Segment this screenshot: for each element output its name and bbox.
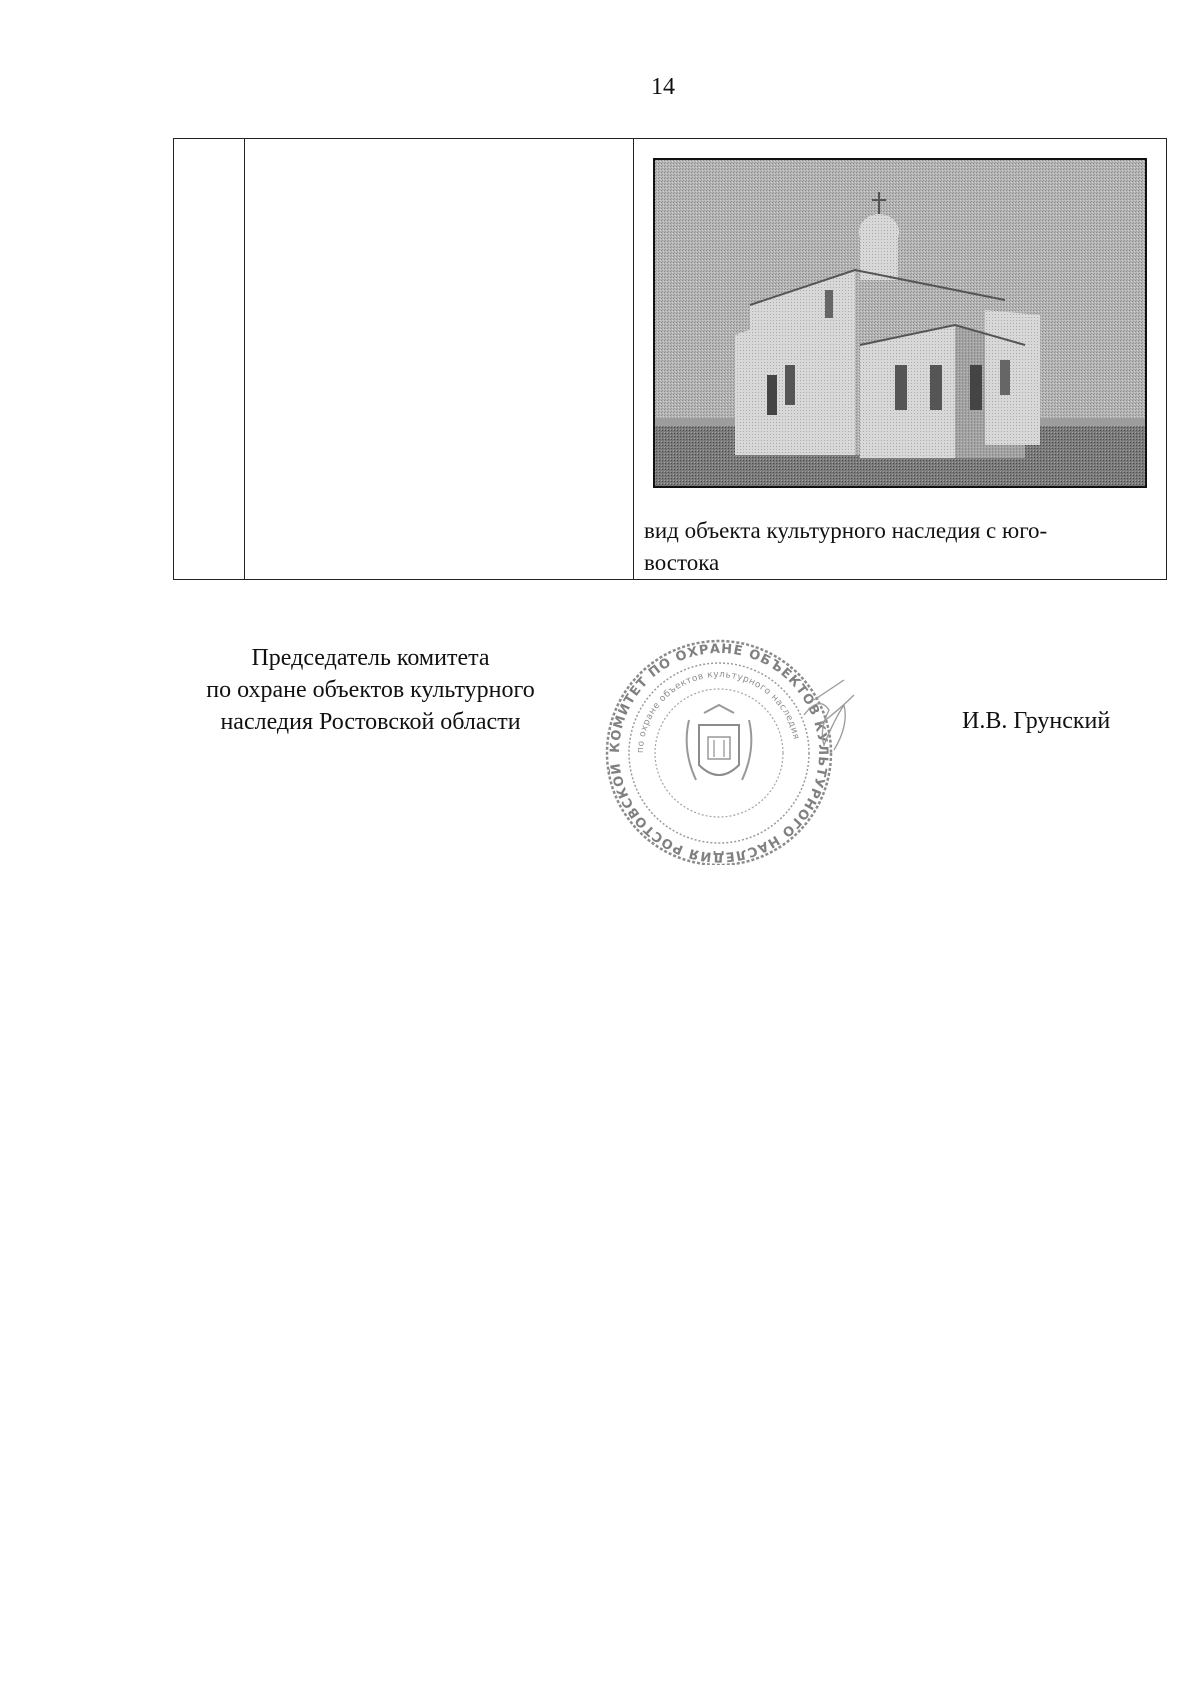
signatory-title-line-1: Председатель комитета — [251, 645, 490, 671]
document-table — [173, 138, 1167, 580]
church-photo-image — [655, 160, 1145, 486]
page-number: 14 — [651, 74, 675, 100]
svg-text:по охране объектов культурного — [636, 670, 801, 753]
table-cell-description — [245, 139, 634, 580]
signatory-title-line-3: наследия Ростовской области — [220, 709, 521, 735]
photo-caption — [644, 515, 1154, 579]
table-cell-photo — [634, 139, 1167, 580]
signatory-name: И.В. Грунский — [962, 708, 1111, 734]
caption-line-1: вид объекта культурного наследия с юго- — [644, 518, 1048, 543]
table-cell-number — [174, 139, 245, 580]
caption-line-2: востока — [644, 550, 720, 575]
coat-of-arms-icon — [687, 705, 752, 780]
table-row — [174, 139, 1167, 580]
seal-outer-text: КОМИТЕТ ПО ОХРАНЕ ОБЪЕКТОВ КУЛЬТУРНОГО НАСЛЕДИЯ РОСТОВСКОЙ — [607, 641, 831, 865]
seal-inner-text: по охране объектов культурного наследия — [635, 669, 801, 754]
seal-image — [604, 625, 864, 865]
signatory-title-line-2: по охране объектов культурного — [206, 677, 535, 703]
church-photo — [653, 158, 1147, 488]
official-seal — [604, 625, 864, 865]
signatory-title — [163, 642, 578, 738]
